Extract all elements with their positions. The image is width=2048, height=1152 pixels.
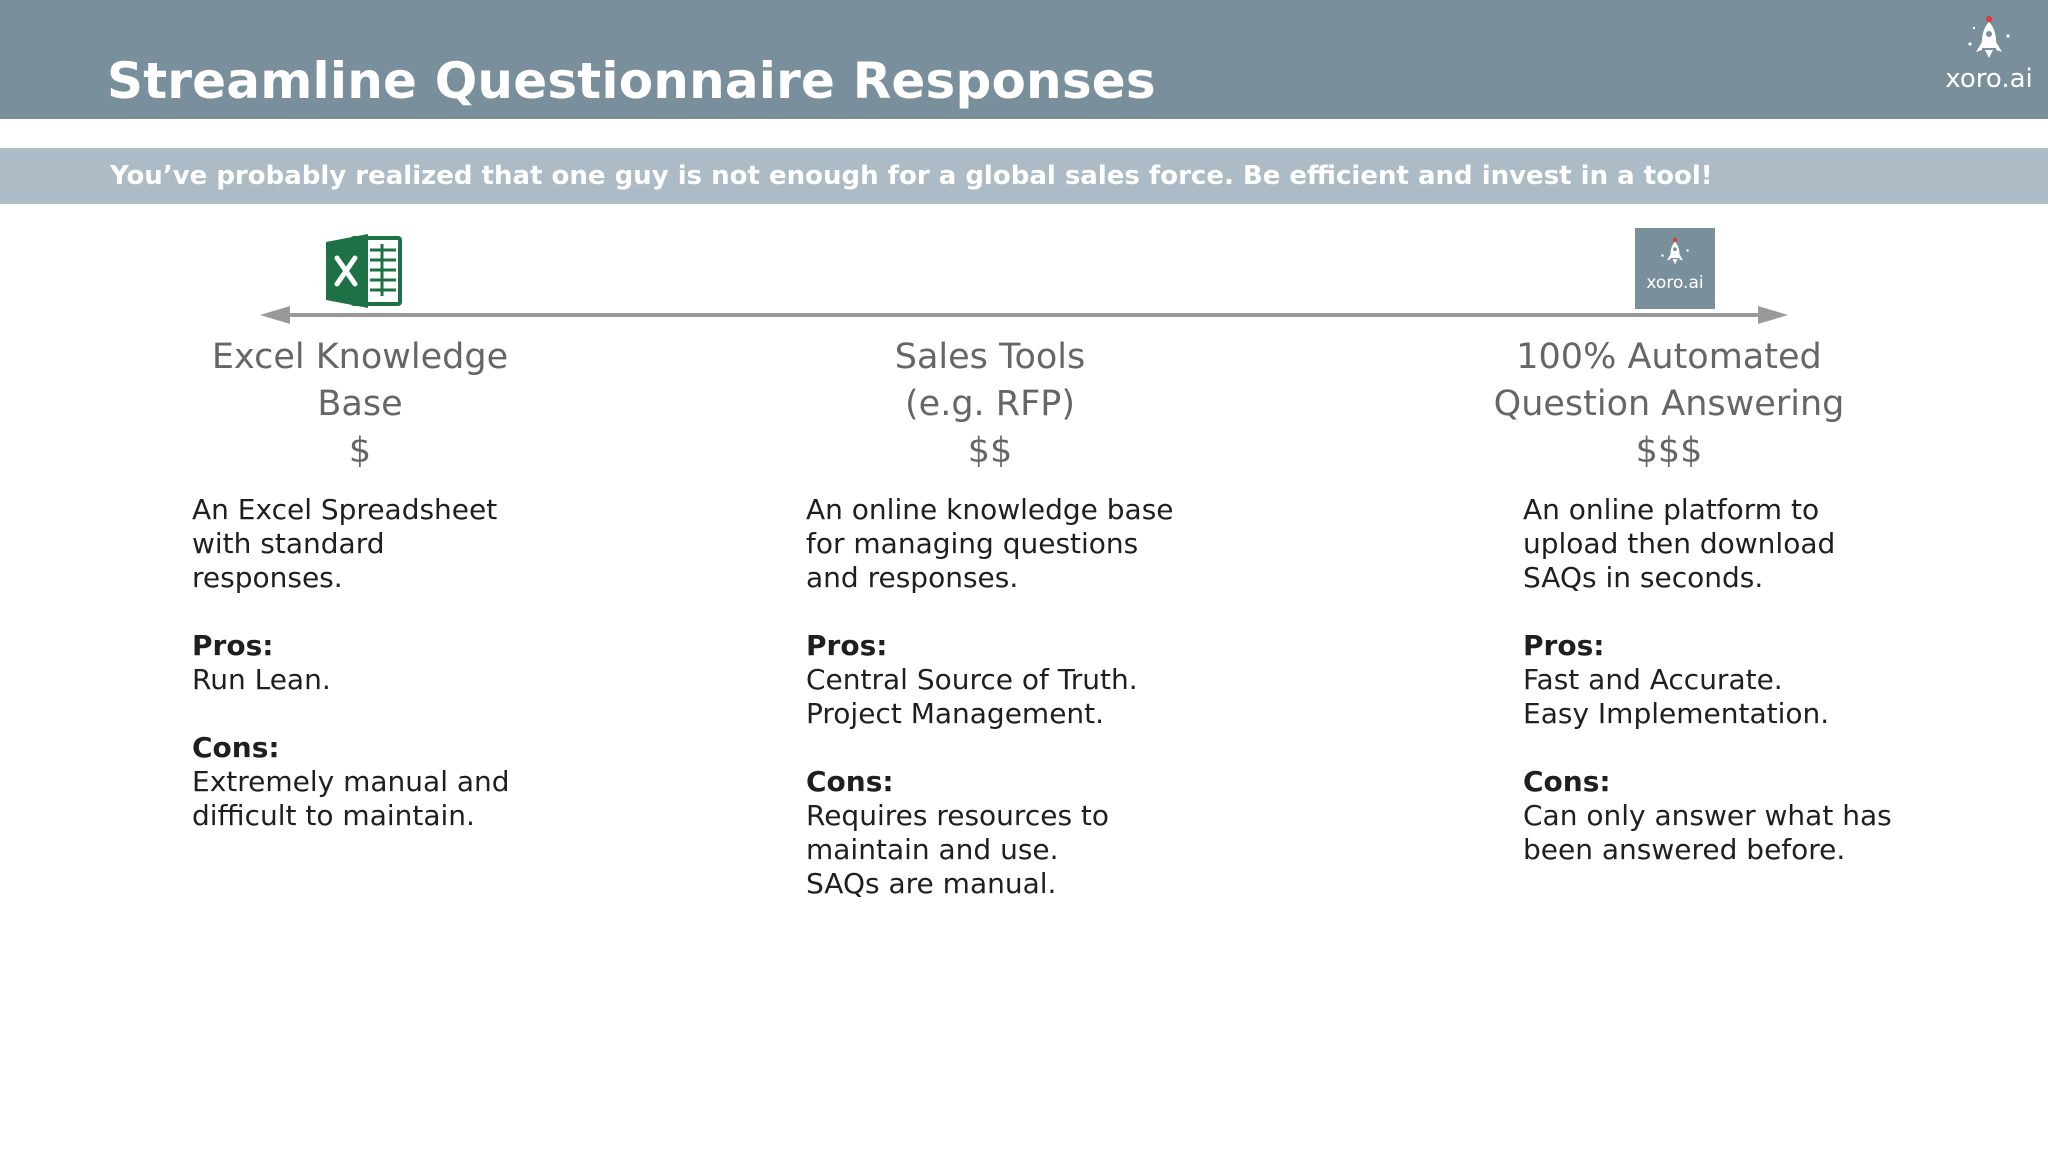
cons-line: Requires resources to	[806, 799, 1110, 832]
cons-line: SAQs are manual.	[806, 867, 1057, 900]
cons-line: Can only answer what has	[1523, 799, 1892, 832]
column-body-automated	[1523, 493, 1983, 867]
heading-line: (e.g. RFP)	[905, 384, 1075, 424]
cons-line: difficult to maintain.	[192, 799, 475, 832]
heading-line: Sales Tools	[894, 337, 1086, 377]
banner	[0, 148, 2048, 204]
price-tier: $$	[967, 431, 1013, 471]
description-line: and responses.	[806, 561, 1019, 594]
column-body-excel	[192, 493, 652, 833]
heading-line: Question Answering	[1493, 384, 1845, 424]
column-heading-excel	[150, 334, 570, 475]
column-heading-sales-tools	[780, 334, 1200, 475]
pros-line: Project Management.	[806, 697, 1105, 730]
heading-line: Base	[317, 384, 403, 424]
pros-label: Pros:	[806, 629, 888, 662]
cons-label: Cons:	[1523, 765, 1611, 798]
pros-line: Central Source of Truth.	[806, 663, 1138, 696]
description-line: for managing questions	[806, 527, 1139, 560]
brand-logo	[1930, 12, 2048, 102]
rocket-icon	[1660, 236, 1690, 270]
description-line: An online platform to	[1523, 493, 1820, 526]
pros-line: Easy Implementation.	[1523, 697, 1830, 730]
description-line: SAQs in seconds.	[1523, 561, 1764, 594]
cons-line: maintain and use.	[806, 833, 1059, 866]
column-heading-automated	[1459, 334, 1879, 475]
cons-line: Extremely manual and	[192, 765, 510, 798]
brand-name: xoro.ai	[1945, 64, 2033, 94]
page-title: Streamline Questionnaire Responses	[107, 52, 1156, 110]
xoro-logo-tile	[1635, 228, 1715, 309]
description-line: with standard	[192, 527, 385, 560]
banner-text: You’ve probably realized that one guy is not enough for a global sales force. Be efficient and invest in a tool!	[110, 161, 1713, 191]
rocket-icon	[1965, 14, 2013, 66]
excel-icon	[326, 232, 404, 310]
cons-label: Cons:	[806, 765, 894, 798]
cons-line: been answered before.	[1523, 833, 1846, 866]
price-tier: $$$	[1635, 431, 1703, 471]
description-line: An online knowledge base	[806, 493, 1174, 526]
column-body-sales-tools	[806, 493, 1266, 901]
description-line: An Excel Spreadsheet	[192, 493, 498, 526]
xoro-tile-label: xoro.ai	[1646, 273, 1704, 293]
pros-line: Fast and Accurate.	[1523, 663, 1783, 696]
spectrum-arrow	[256, 298, 1792, 332]
heading-line: 100% Automated	[1516, 337, 1822, 377]
pros-line: Run Lean.	[192, 663, 331, 696]
header-bar	[0, 0, 2048, 119]
pros-label: Pros:	[1523, 629, 1605, 662]
price-tier: $	[348, 431, 372, 471]
description-line: responses.	[192, 561, 343, 594]
description-line: upload then download	[1523, 527, 1836, 560]
cons-label: Cons:	[192, 731, 280, 764]
pros-label: Pros:	[192, 629, 274, 662]
heading-line: Excel Knowledge	[211, 337, 509, 377]
